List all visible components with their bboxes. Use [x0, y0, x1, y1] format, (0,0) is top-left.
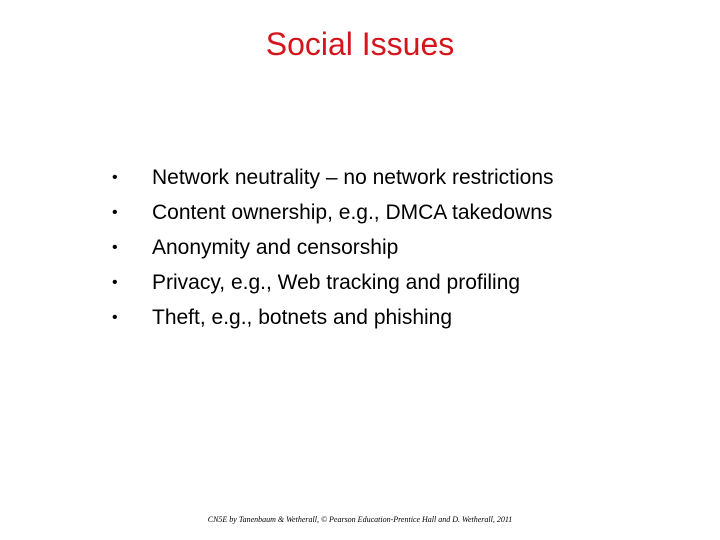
slide-title: Social Issues	[265, 26, 455, 62]
bullet-marker: •	[112, 309, 118, 326]
bullet-text: Anonymity and censorship	[152, 236, 399, 259]
bullet-text: Network neutrality – no network restrictions	[152, 166, 554, 189]
bullet-text: Privacy, e.g., Web tracking and profiling	[152, 271, 521, 294]
bullet-text: Content ownership, e.g., DMCA takedowns	[152, 201, 553, 224]
bullet-marker: •	[112, 204, 118, 221]
bullet-marker: •	[112, 274, 118, 291]
bullet-marker: •	[112, 169, 118, 186]
copyright-footer: CN5E by Tanenbaum & Wetherall, © Pearson Education-Prentice Hall and D. Wetherall, 2011	[207, 515, 513, 524]
bullet-marker: •	[112, 239, 118, 256]
bullet-text: Theft, e.g., botnets and phishing	[152, 306, 453, 329]
